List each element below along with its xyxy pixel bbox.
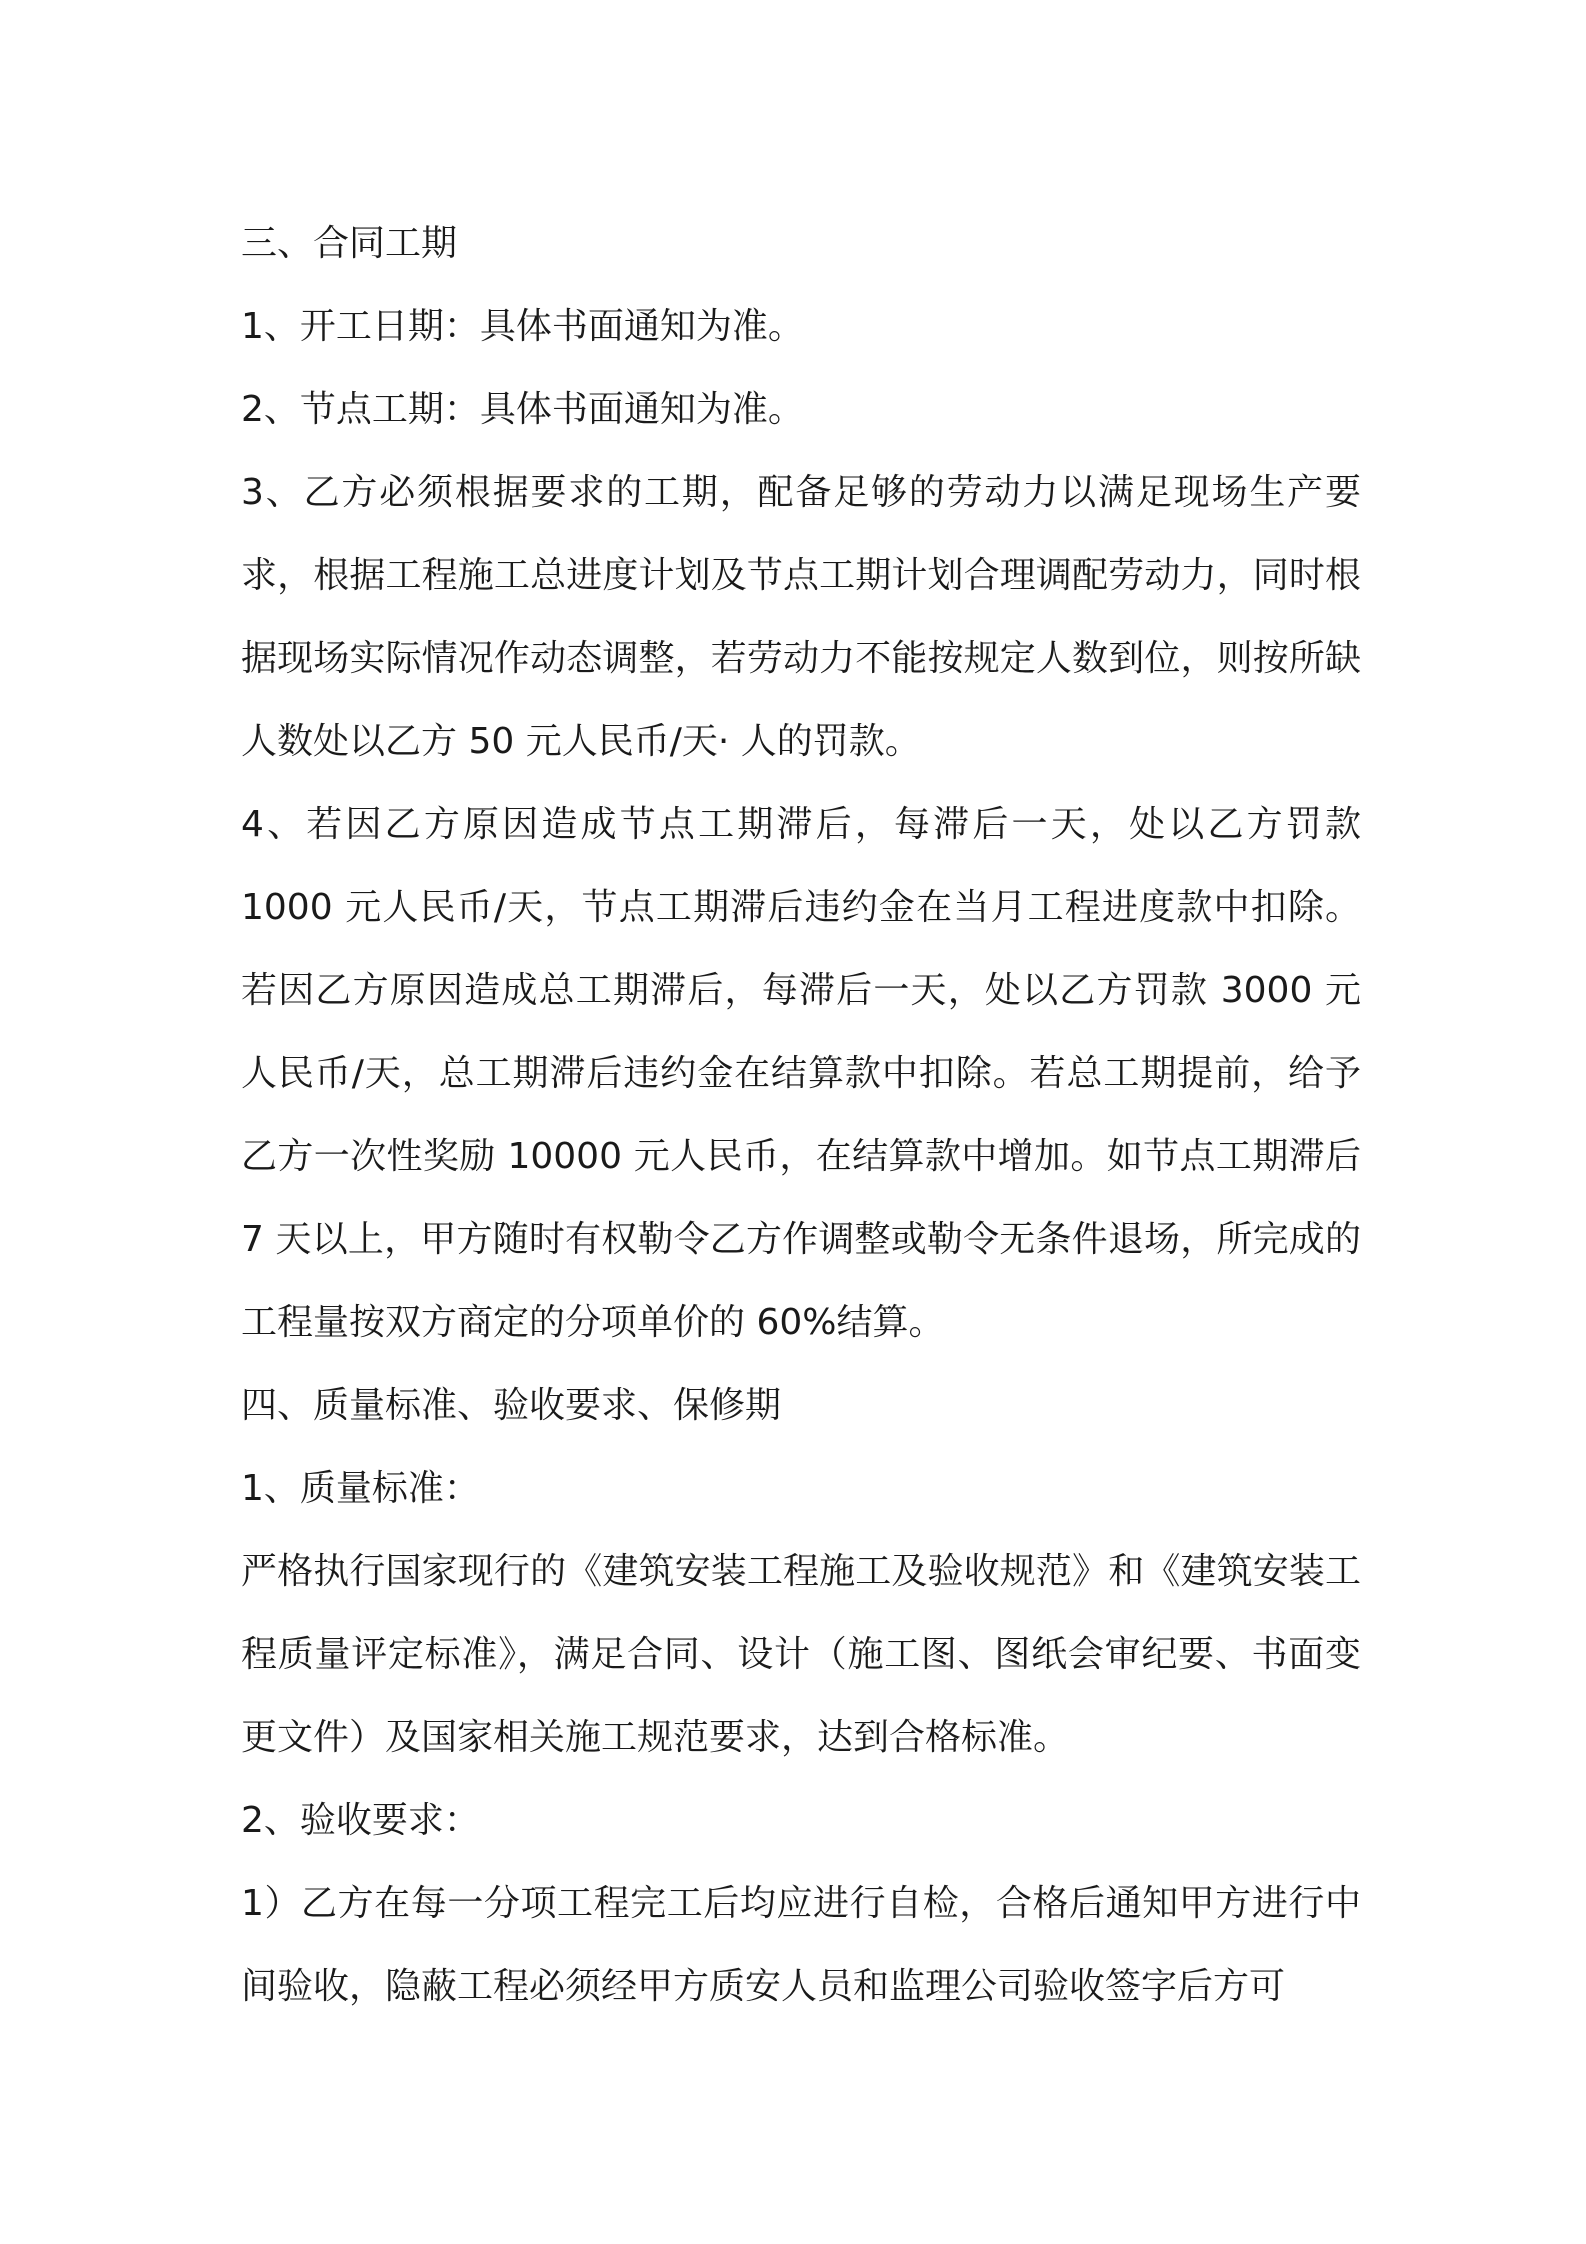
clause-delay-penalty: 4、若因乙方原因造成节点工期滞后，每滞后一天，处以乙方罚款 1000 元人民币/天，节点工期滞后违约金在当月工程进度款中扣除。若因乙方原因造成总工期滞后，每滞后一天，处以乙方罚款 3000 元人民币/天，总工期滞后违约金在结算款中扣除。若总工期提前，给予乙方一次性奖励 10000 元人民币，在结算款中增加。如节点工期滞后 7 天以上，甲方随时有权勒令乙方作调整或勒令无条件退场，所完成的工程量按双方商定的分项单价的 60%结算。 xyxy=(241,804,1361,1343)
document-body xyxy=(241,202,1361,2028)
section-heading-quality: 四、质量标准、验收要求、保修期 xyxy=(241,1385,782,1426)
clause-labor-requirement: 3、乙方必须根据要求的工期，配备足够的劳动力以满足现场生产要求，根据工程施工总进度计划及节点工期计划合理调配劳动力，同时根据现场实际情况作动态调整，若劳动力不能按规定人数到位，则按所缺人数处以乙方 50 元人民币/天· 人的罚款。 xyxy=(241,472,1361,762)
clause-milestone-date: 2、节点工期：具体书面通知为准。 xyxy=(241,389,804,430)
clause-acceptance-title: 2、验收要求： xyxy=(241,1800,480,1841)
section-heading-schedule: 三、合同工期 xyxy=(241,223,458,264)
clause-quality-standard-body: 严格执行国家现行的《建筑安装工程施工及验收规范》和《建筑安装工程质量评定标准》，满足合同、设计（施工图、图纸会审纪要、书面变更文件）及国家相关施工规范要求，达到合格标准。 xyxy=(241,1551,1361,1758)
clause-quality-standard-title: 1、质量标准： xyxy=(241,1468,480,1509)
clause-acceptance-item-1: 1）乙方在每一分项工程完工后均应进行自检，合格后通知甲方进行中间验收，隐蔽工程必须经甲方质安人员和监理公司验收签字后方可 xyxy=(241,1883,1361,2007)
clause-start-date: 1、开工日期：具体书面通知为准。 xyxy=(241,306,804,347)
